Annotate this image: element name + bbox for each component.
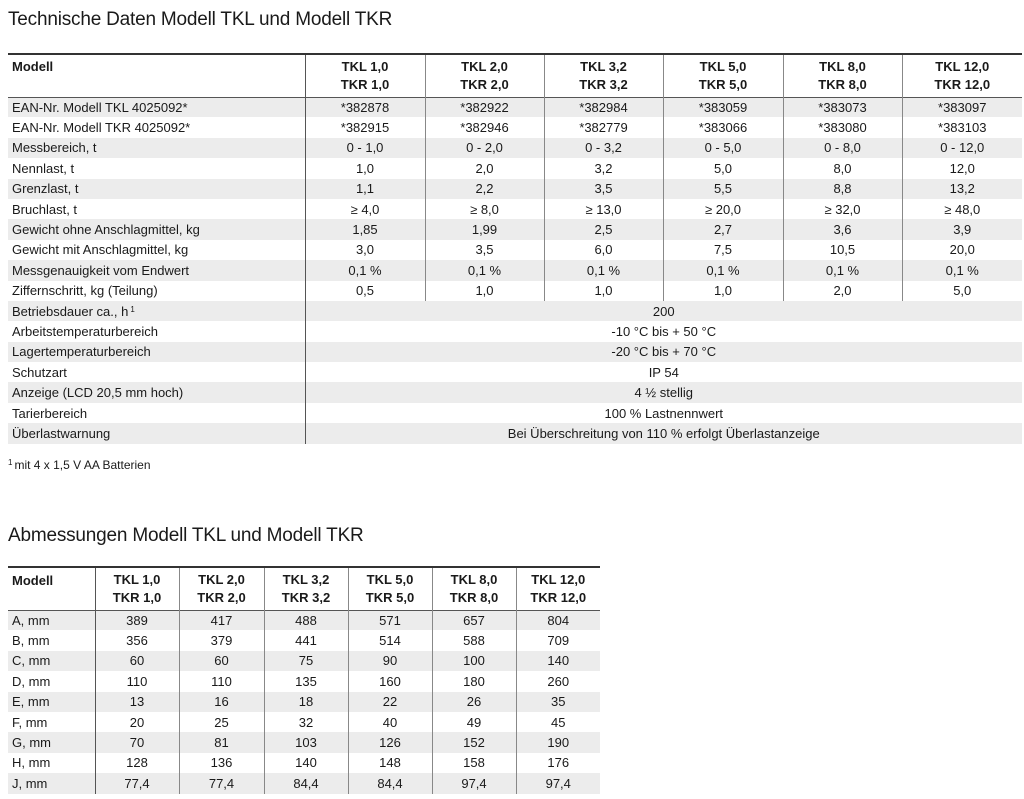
- dimension-value: 417: [179, 610, 264, 630]
- dimension-value: 97,4: [516, 773, 600, 793]
- dimension-value: 22: [348, 692, 432, 712]
- spec-value: 0 - 3,2: [544, 138, 663, 158]
- spec-label-text: Arbeitstemperaturbereich: [12, 323, 158, 339]
- spec-value: 12,0: [902, 158, 1022, 178]
- dimension-value: 136: [179, 753, 264, 773]
- tkr-model-name: TKR 3,2: [579, 77, 628, 93]
- dimension-value: 60: [179, 651, 264, 671]
- model-column-header: [264, 567, 348, 610]
- dimension-value: 514: [348, 630, 432, 650]
- spec-value-merged: 4 ½ stellig: [305, 382, 1022, 402]
- dimension-value: 49: [432, 712, 516, 732]
- spec-row: [8, 158, 1022, 178]
- spec-value: *383103: [902, 117, 1022, 137]
- spec-row-merged: [8, 362, 1022, 382]
- footnote: [8, 458, 151, 472]
- dimension-row: [8, 732, 600, 752]
- spec-value: *382915: [305, 117, 425, 137]
- dimension-value: 25: [179, 712, 264, 732]
- spec-label: [8, 321, 305, 341]
- spec-value: 0,1 %: [902, 260, 1022, 280]
- spec-label: Messgenauigkeit vom Endwert: [12, 262, 190, 278]
- spec-value: *383080: [783, 117, 902, 137]
- spec-label: [8, 342, 305, 362]
- dimension-label: J, mm: [12, 775, 48, 791]
- dimension-value: 18: [264, 692, 348, 712]
- dimension-value: 160: [348, 671, 432, 691]
- spec-label: Gewicht ohne Anschlagmittel, kg: [12, 222, 200, 238]
- spec-label-text: Tarierbereich: [12, 405, 88, 421]
- dimension-value: 110: [179, 671, 264, 691]
- tech-header-row: [8, 54, 1022, 97]
- model-column-header: [783, 54, 902, 97]
- dimension-value: 13: [95, 692, 179, 712]
- dimension-label: B, mm: [12, 633, 50, 649]
- spec-value: *383066: [663, 117, 783, 137]
- spec-label: [8, 382, 305, 402]
- dimension-value: 152: [432, 732, 516, 752]
- tkr-model-name: TKR 5,0: [698, 77, 748, 93]
- spec-row: [8, 260, 1022, 280]
- spec-label: Messbereich, t: [12, 140, 97, 156]
- dimension-label: E, mm: [12, 694, 50, 710]
- spec-value: 0,5: [305, 281, 425, 301]
- dimension-row: [8, 692, 600, 712]
- spec-value: 3,9: [902, 219, 1022, 239]
- model-column-header: [179, 567, 264, 610]
- dimension-label: F, mm: [12, 714, 48, 730]
- dimensions-table: [8, 566, 600, 794]
- spec-value: 5,5: [663, 179, 783, 199]
- dimension-row: [8, 610, 600, 630]
- spec-value: 1,85: [305, 219, 425, 239]
- spec-value: 5,0: [663, 158, 783, 178]
- dimension-value: 135: [264, 671, 348, 691]
- model-column-header: [544, 54, 663, 97]
- spec-row: [8, 97, 1022, 117]
- dimension-value: 84,4: [264, 773, 348, 793]
- dimension-value: 190: [516, 732, 600, 752]
- tkl-model-name: TKL 3,2: [282, 571, 330, 587]
- spec-value: 13,2: [902, 179, 1022, 199]
- dimension-value: 60: [95, 651, 179, 671]
- spec-row: [8, 219, 1022, 239]
- tkl-model-name: TKL 1,0: [113, 571, 161, 587]
- model-column-header: [348, 567, 432, 610]
- model-column-header: [516, 567, 600, 610]
- model-header-label: Modell: [12, 59, 54, 74]
- dimension-value: 176: [516, 753, 600, 773]
- dimension-value: 40: [348, 712, 432, 732]
- spec-value: ≥ 32,0: [783, 199, 902, 219]
- tkl-model-name: TKL 8,0: [450, 571, 498, 587]
- dimension-value: 70: [95, 732, 179, 752]
- tkr-model-name: TKR 3,2: [281, 589, 331, 605]
- tkr-model-name: TKR 8,0: [818, 77, 867, 93]
- spec-value: 3,6: [783, 219, 902, 239]
- dimension-value: 77,4: [179, 773, 264, 793]
- tkr-model-name: TKR 2,0: [460, 77, 509, 93]
- spec-row: [8, 179, 1022, 199]
- spec-row: [8, 240, 1022, 260]
- dimension-value: 16: [179, 692, 264, 712]
- spec-value: 1,99: [425, 219, 544, 239]
- spec-value: 3,2: [544, 158, 663, 178]
- spec-label-text: Anzeige (LCD 20,5 mm hoch): [12, 385, 184, 401]
- spec-value: ≥ 8,0: [425, 199, 544, 219]
- spec-value: 0,1 %: [305, 260, 425, 280]
- tkl-model-name: TKL 1,0: [341, 59, 389, 75]
- spec-value: 0,1 %: [544, 260, 663, 280]
- spec-value: 3,5: [544, 179, 663, 199]
- spec-value: *383059: [663, 97, 783, 117]
- dimension-label: C, mm: [12, 653, 51, 669]
- spec-value: 0 - 1,0: [305, 138, 425, 158]
- spec-label-text: Lagertemperaturbereich: [12, 344, 151, 360]
- spec-label: Grenzlast, t: [12, 181, 79, 197]
- dimension-value: 126: [348, 732, 432, 752]
- spec-label: EAN-Nr. Modell TKR 4025092*: [12, 120, 191, 136]
- tkl-model-name: TKL 5,0: [699, 59, 747, 75]
- dimension-value: 100: [432, 651, 516, 671]
- model-column-header: [425, 54, 544, 97]
- spec-label: [8, 362, 305, 382]
- tkr-model-name: TKR 1,0: [340, 77, 390, 93]
- dimension-value: 97,4: [432, 773, 516, 793]
- model-column-header: [663, 54, 783, 97]
- dimension-value: 441: [264, 630, 348, 650]
- dimension-label: H, mm: [12, 755, 51, 771]
- spec-label: [8, 301, 305, 321]
- spec-value: 1,0: [663, 281, 783, 301]
- dims-header-row: [8, 567, 600, 610]
- spec-row-merged: [8, 382, 1022, 402]
- spec-row: [8, 281, 1022, 301]
- spec-value: *383097: [902, 97, 1022, 117]
- spec-row-merged: [8, 321, 1022, 341]
- spec-value: 20,0: [902, 240, 1022, 260]
- model-header-label: Modell: [12, 573, 54, 588]
- tkl-model-name: TKL 8,0: [819, 59, 866, 75]
- dimension-value: 81: [179, 732, 264, 752]
- tkl-model-name: TKL 12,0: [935, 59, 990, 75]
- spec-value: *382878: [305, 97, 425, 117]
- dimension-value: 35: [516, 692, 600, 712]
- spec-label: [8, 403, 305, 423]
- spec-value-merged: 200: [305, 301, 1022, 321]
- dimension-value: 488: [264, 610, 348, 630]
- spec-label: Gewicht mit Anschlagmittel, kg: [12, 242, 189, 258]
- dimension-value: 45: [516, 712, 600, 732]
- spec-value: 7,5: [663, 240, 783, 260]
- dimension-value: 77,4: [95, 773, 179, 793]
- spec-value: 0,1 %: [783, 260, 902, 280]
- spec-row-merged: [8, 301, 1022, 321]
- spec-value-merged: IP 54: [305, 362, 1022, 382]
- dimension-value: 260: [516, 671, 600, 691]
- dimension-label: A, mm: [12, 612, 50, 628]
- spec-value: 0 - 12,0: [902, 138, 1022, 158]
- spec-value: 0 - 2,0: [425, 138, 544, 158]
- tkl-model-name: TKL 12,0: [531, 571, 586, 587]
- tkl-model-name: TKL 5,0: [366, 571, 414, 587]
- spec-value: *382946: [425, 117, 544, 137]
- spec-value: 1,0: [544, 281, 663, 301]
- spec-row-merged: [8, 403, 1022, 423]
- dimension-value: 379: [179, 630, 264, 650]
- spec-row: [8, 138, 1022, 158]
- dimension-label: D, mm: [12, 673, 51, 689]
- tkr-model-name: TKR 8,0: [449, 589, 499, 605]
- spec-row-merged: [8, 342, 1022, 362]
- spec-label-text: Überlastwarnung: [12, 425, 111, 441]
- spec-value: ≥ 13,0: [544, 199, 663, 219]
- spec-label: Ziffernschritt, kg (Teilung): [12, 283, 158, 299]
- spec-row-merged: [8, 423, 1022, 443]
- footnote-text: mit 4 x 1,5 V AA Batterien: [14, 458, 151, 472]
- model-column-header: [95, 567, 179, 610]
- dimension-value: 103: [264, 732, 348, 752]
- spec-value: 0 - 5,0: [663, 138, 783, 158]
- tkr-model-name: TKR 5,0: [365, 589, 415, 605]
- dimension-value: 128: [95, 753, 179, 773]
- dimension-value: 709: [516, 630, 600, 650]
- spec-value: 10,5: [783, 240, 902, 260]
- tkl-model-name: TKL 3,2: [580, 59, 627, 75]
- dimension-value: 140: [516, 651, 600, 671]
- footnote-marker: 1: [130, 304, 135, 314]
- dimension-row: [8, 773, 600, 793]
- dimension-value: 26: [432, 692, 516, 712]
- model-column-header: [902, 54, 1022, 97]
- tkr-model-name: TKR 12,0: [530, 589, 587, 605]
- dimension-row: [8, 630, 600, 650]
- spec-value-merged: -10 °C bis + 50 °C: [305, 321, 1022, 341]
- spec-label: EAN-Nr. Modell TKL 4025092*: [12, 99, 188, 115]
- spec-value: *382922: [425, 97, 544, 117]
- dimension-label: G, mm: [12, 735, 51, 751]
- spec-value: 2,0: [783, 281, 902, 301]
- dimension-value: 356: [95, 630, 179, 650]
- spec-value: 0,1 %: [663, 260, 783, 280]
- spec-value: 2,7: [663, 219, 783, 239]
- dimension-value: 180: [432, 671, 516, 691]
- dimension-row: [8, 651, 600, 671]
- spec-value: 2,5: [544, 219, 663, 239]
- spec-value: ≥ 4,0: [305, 199, 425, 219]
- spec-value: *382779: [544, 117, 663, 137]
- spec-value: 1,1: [305, 179, 425, 199]
- spec-value: 2,0: [425, 158, 544, 178]
- model-column-header: [305, 54, 425, 97]
- dimension-row: [8, 671, 600, 691]
- spec-value: *382984: [544, 97, 663, 117]
- spec-value: 5,0: [902, 281, 1022, 301]
- dimension-value: 20: [95, 712, 179, 732]
- spec-value: 0 - 8,0: [783, 138, 902, 158]
- spec-value: 3,0: [305, 240, 425, 260]
- spec-value: 0,1 %: [425, 260, 544, 280]
- spec-label: Nennlast, t: [12, 160, 75, 176]
- dimensions-title: Abmessungen Modell TKL und Modell TKR: [8, 525, 364, 546]
- spec-value: ≥ 20,0: [663, 199, 783, 219]
- spec-value: ≥ 48,0: [902, 199, 1022, 219]
- spec-value: *383073: [783, 97, 902, 117]
- tech-data-title: Technische Daten Modell TKL und Modell TKR: [8, 9, 393, 30]
- dimension-value: 90: [348, 651, 432, 671]
- dimension-value: 84,4: [348, 773, 432, 793]
- spec-label-text: Schutzart: [12, 364, 67, 380]
- spec-value: 2,2: [425, 179, 544, 199]
- dimension-value: 148: [348, 753, 432, 773]
- spec-label-text: Betriebsdauer ca., h: [12, 303, 129, 319]
- dimension-value: 158: [432, 753, 516, 773]
- footnote-marker: 1: [8, 458, 13, 467]
- dimension-value: 32: [264, 712, 348, 732]
- dimension-value: 110: [95, 671, 179, 691]
- dimension-row: [8, 753, 600, 773]
- spec-value: 1,0: [425, 281, 544, 301]
- dimension-row: [8, 712, 600, 732]
- tkr-model-name: TKR 2,0: [197, 589, 246, 605]
- spec-value: 8,0: [783, 158, 902, 178]
- spec-row: [8, 199, 1022, 219]
- tkl-model-name: TKL 2,0: [461, 59, 508, 75]
- model-column-header: [432, 567, 516, 610]
- spec-value: 8,8: [783, 179, 902, 199]
- dimension-value: 657: [432, 610, 516, 630]
- dimension-value: 389: [95, 610, 179, 630]
- tech-data-table: [8, 53, 1022, 444]
- spec-value-merged: -20 °C bis + 70 °C: [305, 342, 1022, 362]
- spec-value: 6,0: [544, 240, 663, 260]
- dimension-value: 571: [348, 610, 432, 630]
- spec-row: [8, 117, 1022, 137]
- dimension-value: 75: [264, 651, 348, 671]
- dimension-value: 588: [432, 630, 516, 650]
- dimension-value: 140: [264, 753, 348, 773]
- spec-value: 3,5: [425, 240, 544, 260]
- spec-value-merged: 100 % Lastnennwert: [305, 403, 1022, 423]
- dimension-value: 804: [516, 610, 600, 630]
- tkr-model-name: TKR 12,0: [934, 77, 991, 93]
- tkl-model-name: TKL 2,0: [198, 571, 245, 587]
- spec-label: Bruchlast, t: [12, 201, 78, 217]
- spec-value: 1,0: [305, 158, 425, 178]
- spec-value-merged: Bei Überschreitung von 110 % erfolgt Überlastanzeige: [305, 423, 1022, 443]
- tkr-model-name: TKR 1,0: [112, 589, 162, 605]
- spec-label: [8, 423, 305, 443]
